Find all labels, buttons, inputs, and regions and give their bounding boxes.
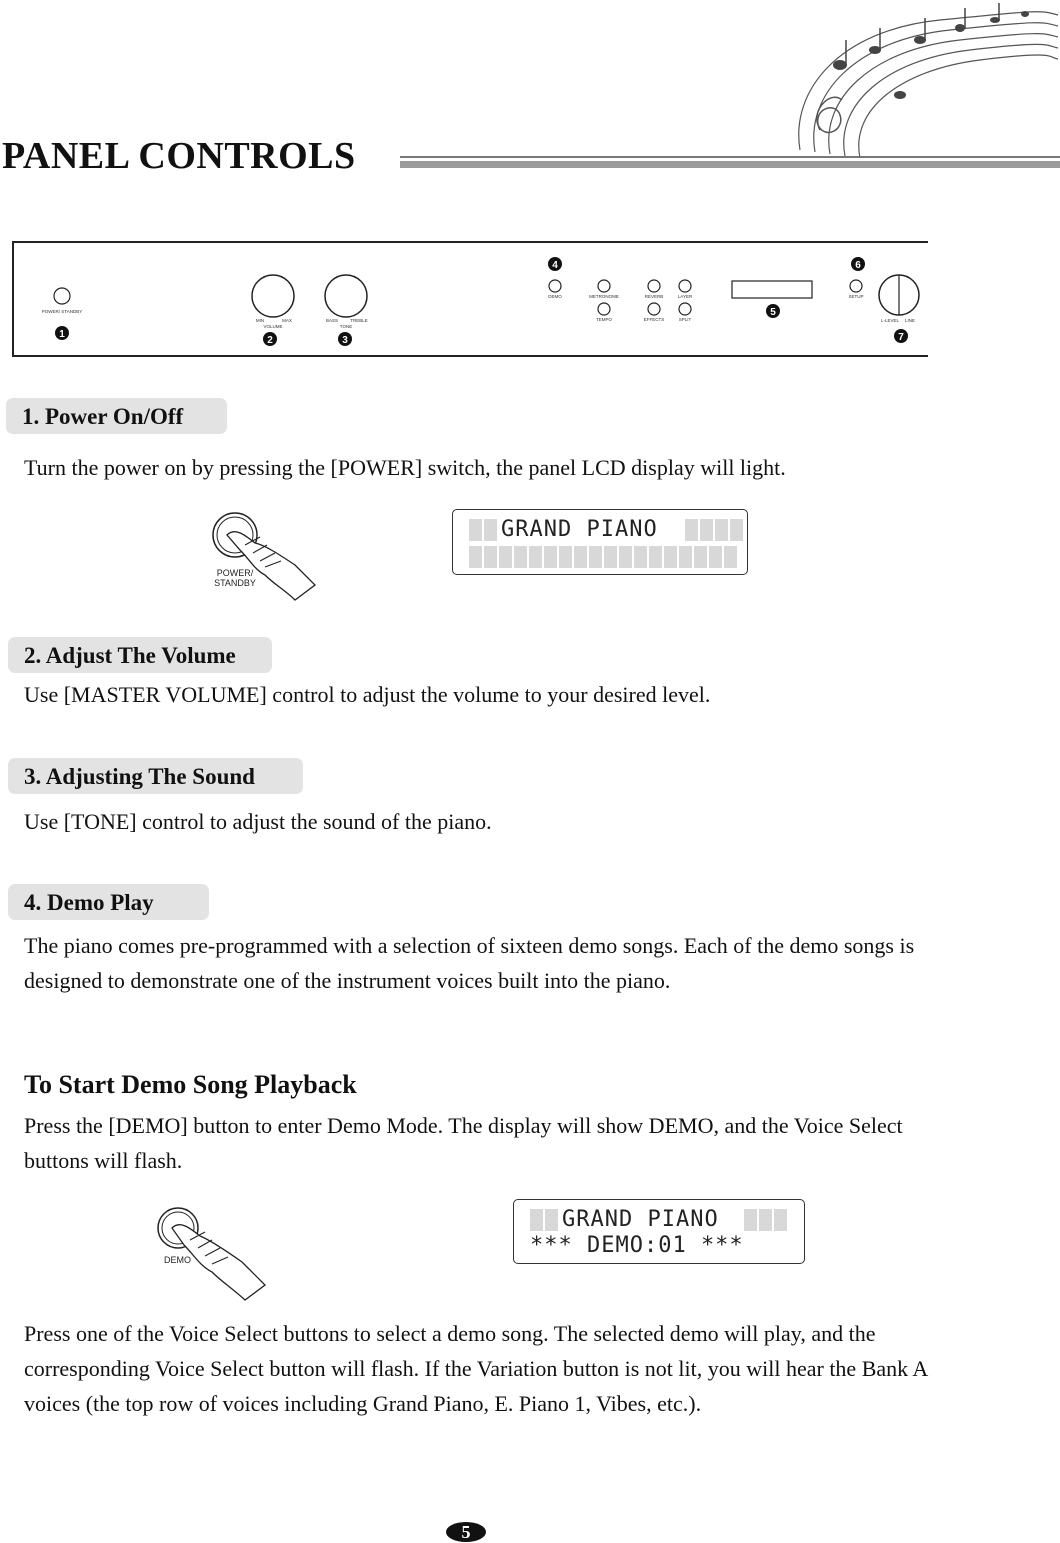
callout-5: 5 [770, 307, 776, 318]
lcd-display-demo [513, 1199, 805, 1264]
section-text-sound: Use [TONE] control to adjust the sound of the piano. [24, 809, 492, 834]
svg-text:MIN: MIN [255, 318, 265, 323]
svg-text:BASS: BASS [325, 318, 339, 323]
demo-playback-text-1: Press the [DEMO] button to enter Demo Mode. The display will show DEMO, and the Voice Select buttons will flash. [24, 1113, 903, 1173]
demo-button-diagram [549, 280, 561, 292]
svg-text:TREBLE: TREBLE [350, 318, 368, 323]
hand-pressing-demo-icon [150, 1200, 275, 1305]
svg-text:LAYER: LAYER [677, 294, 693, 299]
svg-text:TONE: TONE [339, 324, 353, 329]
hand-pressing-power-icon [205, 505, 325, 605]
svg-text:SETUP: SETUP [848, 294, 864, 299]
section-text-power: Turn the power on by pressing the [POWER] switch, the panel LCD display will light. [24, 455, 786, 480]
demo-playback-heading: To Start Demo Song Playback [24, 1070, 357, 1099]
page-number: 5 [461, 1522, 471, 1542]
svg-text:MAX: MAX [282, 318, 292, 323]
svg-text:EFFECTS: EFFECTS [643, 317, 665, 322]
callout-2: 2 [267, 335, 273, 346]
demo-playback-text-2: Press one of the Voice Select buttons to select a demo song. The selected demo will play, and the corresponding Voice Select button will flash. If the Variation button is not lit, you will hear the Bank A voices (the top row of voices including Grand Piano, E. Piano 1, Vibes, etc.). [24, 1321, 928, 1416]
callout-4: 4 [552, 260, 558, 271]
demo-label: DEMO [164, 1255, 191, 1265]
lcd-power-line1: GRAND PIANO [501, 517, 658, 542]
lcd-display-power [452, 509, 748, 575]
svg-text:L-LEVEL: L-LEVEL [880, 318, 900, 323]
section-text-volume: Use [MASTER VOLUME] control to adjust the volume to your desired level. [24, 682, 711, 707]
title-rule [400, 156, 1060, 168]
callout-1: 1 [59, 329, 65, 340]
svg-text:SPLIT: SPLIT [678, 317, 692, 322]
svg-text:LINE: LINE [904, 318, 916, 323]
lcd-demo-line1: GRAND PIANO [562, 1207, 719, 1232]
page-title: PANEL CONTROLS [2, 135, 356, 177]
lcd-display-diagram [732, 281, 812, 298]
callout-7: 7 [898, 332, 904, 343]
svg-text:METRONOME: METRONOME [589, 294, 619, 299]
callout-6: 6 [855, 260, 861, 271]
panel-diagram [12, 241, 928, 357]
section-heading-volume: 2. Adjust The Volume [8, 637, 272, 673]
svg-text:DEMO: DEMO [548, 294, 562, 299]
svg-text:TEMPO: TEMPO [595, 317, 613, 322]
power-button-diagram [54, 288, 70, 304]
section-text-demo: The piano comes pre-programmed with a selection of sixteen demo songs. Each of the demo songs is designed to demonstrate one of the instrument voices built into the piano. [24, 933, 915, 993]
power-standby-label: POWER/ STANDBY [214, 568, 256, 588]
label-power-standby: POWER/ STANDBY [41, 309, 83, 314]
svg-text:REVERB: REVERB [644, 294, 664, 299]
section-heading-power: 1. Power On/Off [6, 398, 227, 434]
section-heading-demo: 4. Demo Play [8, 884, 209, 920]
svg-text:VOLUME: VOLUME [263, 324, 283, 329]
lcd-demo-line2: *** DEMO:01 *** [530, 1233, 744, 1258]
music-notes-decoration [780, 0, 1060, 160]
callout-3: 3 [342, 335, 348, 346]
tone-knob-diagram [325, 275, 367, 317]
volume-knob-diagram [252, 275, 294, 317]
section-heading-sound: 3. Adjusting The Sound [8, 758, 303, 794]
